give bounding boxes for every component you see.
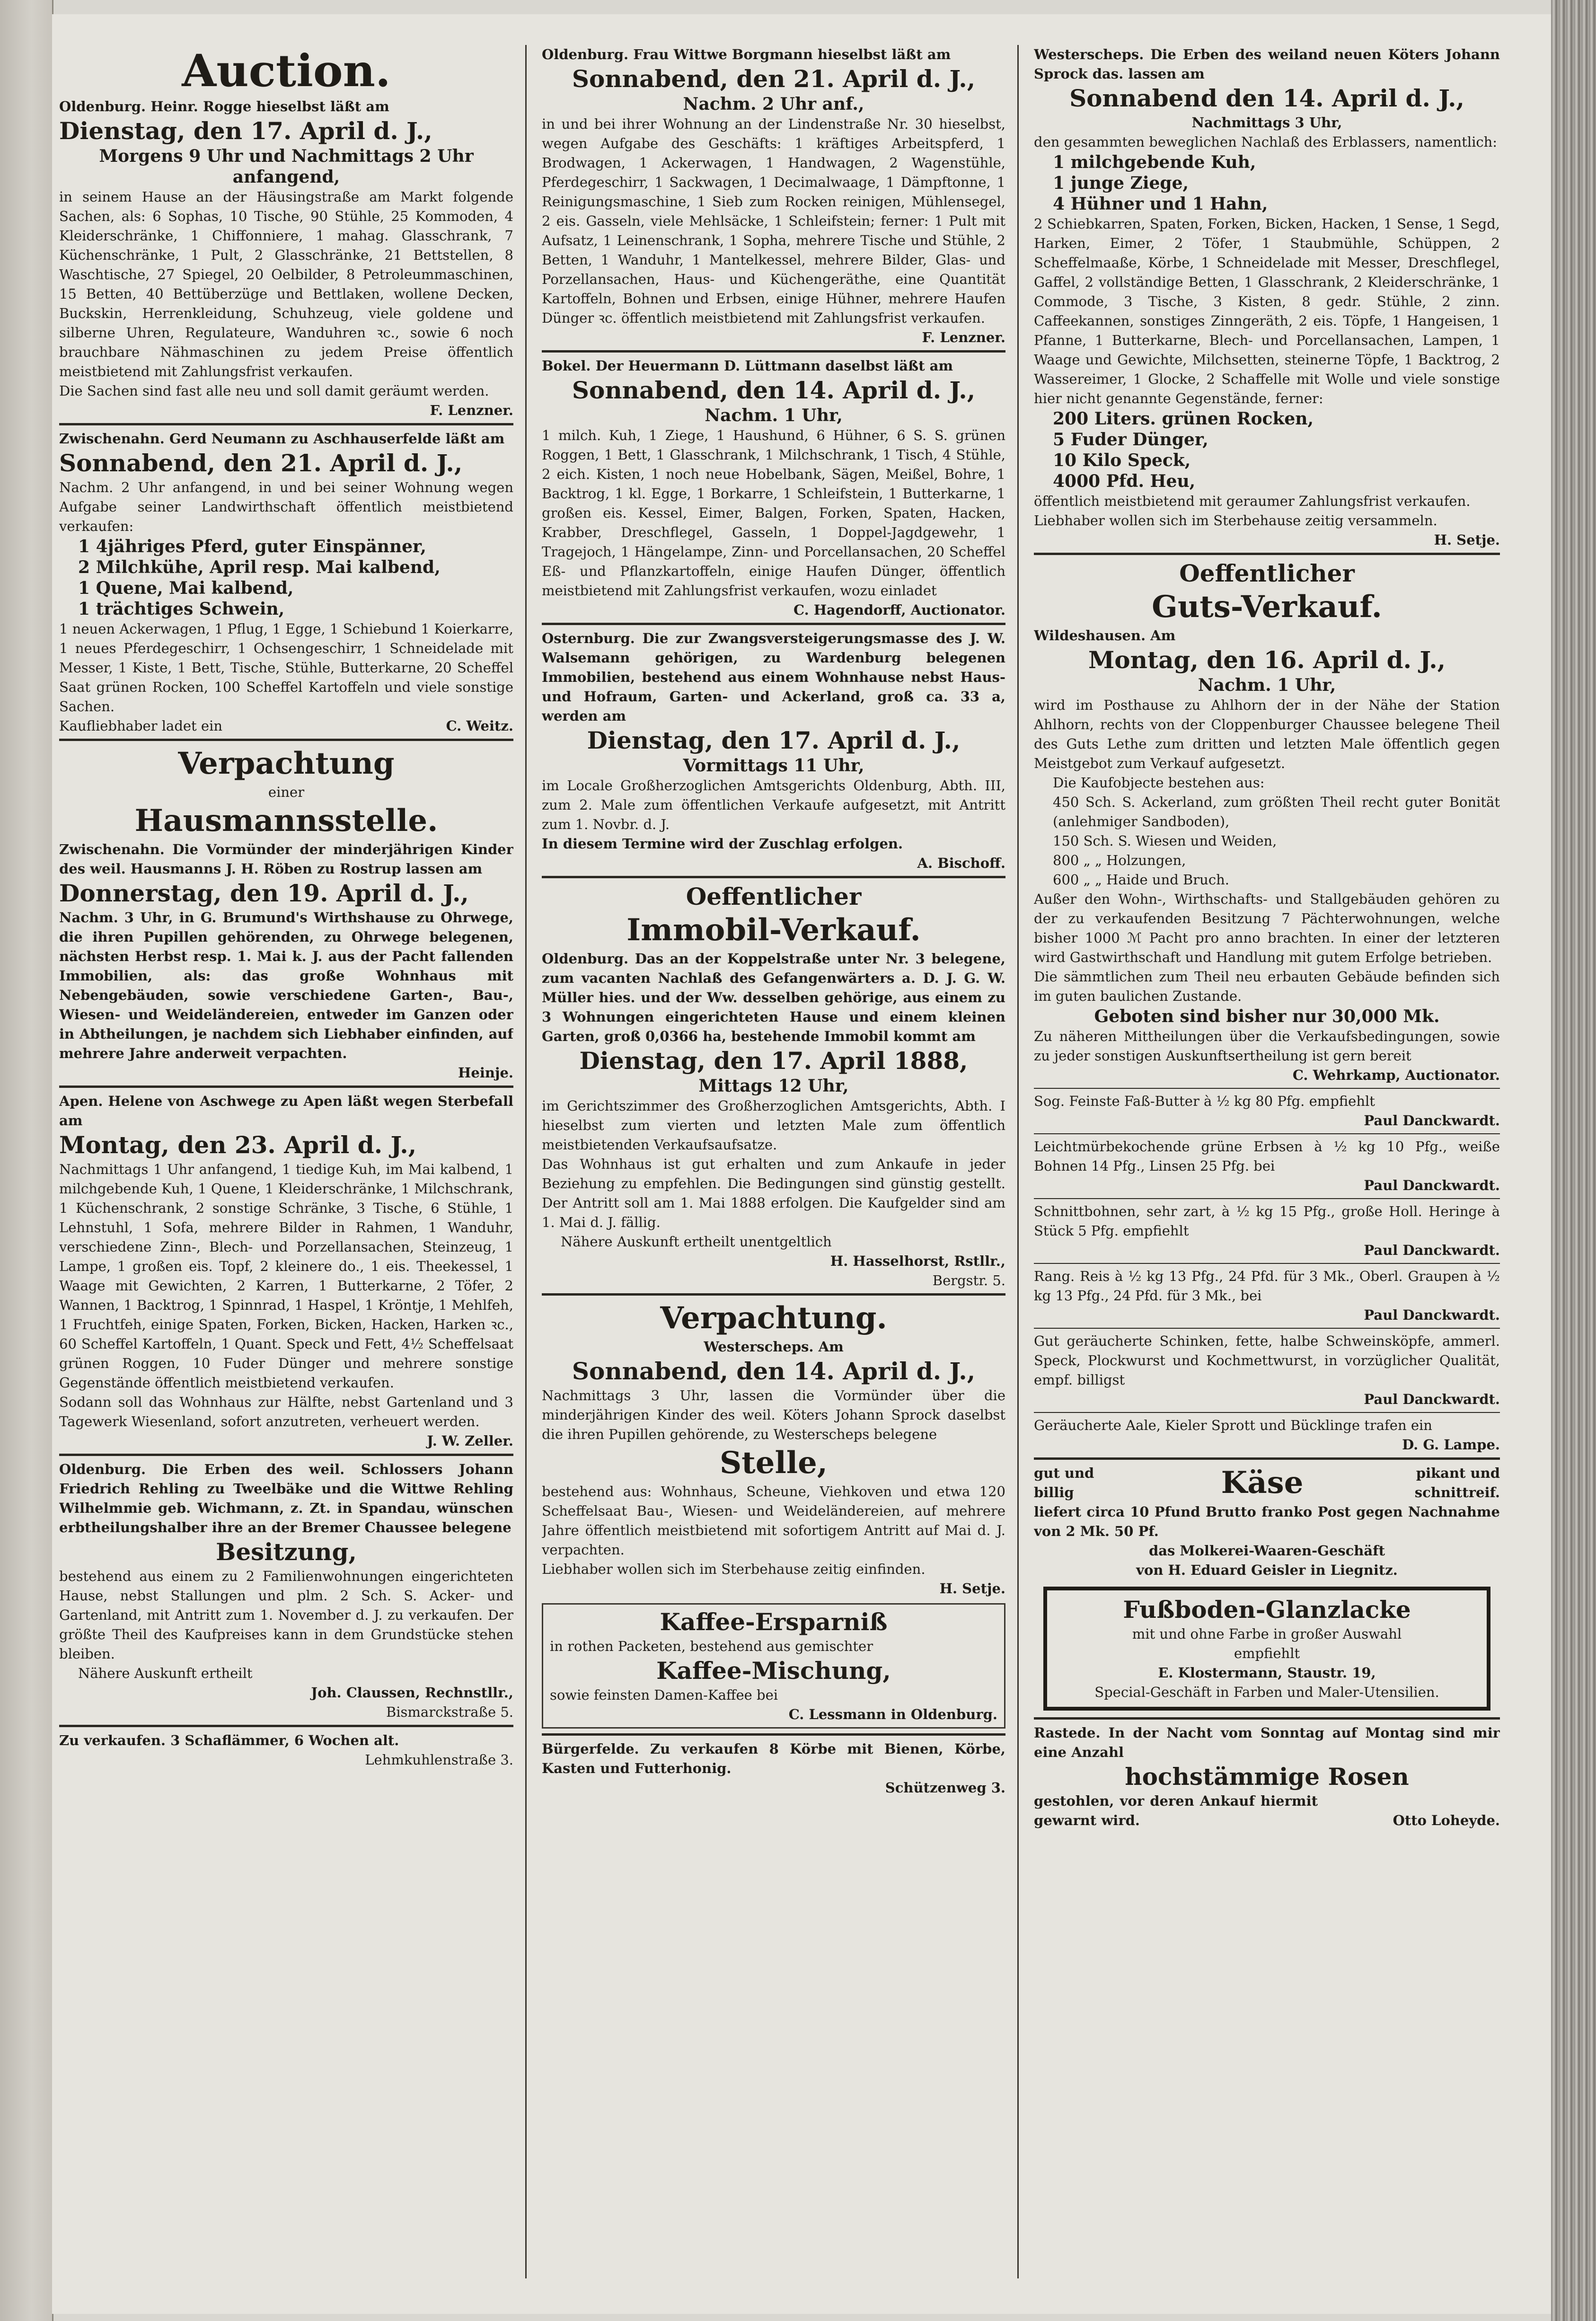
ad-klostermann	[1043, 1587, 1490, 1711]
ad-heading: Stelle,	[719, 1445, 828, 1481]
ad-separator	[542, 350, 1005, 353]
ad-heading: Verpachtung.	[660, 1300, 887, 1336]
ad-time: Mittags 12 Uhr,	[698, 1076, 849, 1096]
ad-body: Nachmittags 1 Uhr anfangend, 1 tiedige Kuh, im Mai kalbend, 1 milchgebende Kuh, 1 Quene, 1 Kleiderschränke, 1 Milchschrank, 1 Küchenschrank, 2 sonstige Schränke, 3 Tische, 6 Stühle, 1 Lehnstuhl, 1 Sofa, mehrere Bilder in Rahmen, 1 Wanduhr, verschiedene Zinn-, Blech- und Porzellansachen, Steinzeug, 1 Lampe, 1 großen eis. Topf, 2 kleinere do., 1 eis. Theekessel, 1 Waage mit Gewichten, 2 Karren, 1 Butterkarne, 2 Töfer, 2 Wannen, 1 Backtrog, 1 Spinnrad, 1 Haspel, 1 Kröntje, 1 Mehlfeh, 1 Fruchtfeh, einige Spaten, Forken, Bicken, Hacken, Harken ꝛc., 60 Scheffel Kartoffeln, 1 Quant. Speck und Fett, 4½ Scheffelsaat grünen Roggen, 10 Fuder Dünger und mehrere sonstige Gegenstände öffentlich meistbietend verkaufen.	[59, 1161, 513, 1391]
ad-separator	[59, 1085, 513, 1088]
ad-place: Wildeshausen. Am	[1034, 627, 1176, 644]
ad-item: 1 junge Ziege,	[1053, 173, 1189, 193]
ad-text: Zu verkaufen. 3 Schaflämmer, 6 Wochen alt.	[59, 1732, 399, 1748]
ad-time: Vormittags 11 Uhr,	[683, 756, 864, 776]
ad-date: Dienstag, den 17. April 1888,	[579, 1047, 968, 1075]
ad-heading: Fußboden-Glanzlacke	[1123, 1596, 1411, 1624]
ad-item: 200 Liters. grünen Rocken,	[1053, 409, 1314, 429]
ad-date: Sonnabend, den 14. April d. J.,	[572, 1357, 976, 1385]
ad-line: das Molkerei-Waaren-Geschäft	[1148, 1543, 1385, 1559]
ad-date: Montag, den 16. April d. J.,	[1088, 646, 1446, 674]
ad-date: Dienstag, den 17. April d. J.,	[59, 117, 432, 145]
ad-text: Geräucherte Aale, Kieler Sprott und Bücklinge trafen ein	[1034, 1417, 1432, 1433]
ad-signature: H. Hasselhorst, Rstllr.,	[830, 1253, 1005, 1269]
ad-signature: H. Setje.	[1434, 532, 1500, 548]
ad-closing: Kaufliebhaber ladet ein	[59, 718, 223, 734]
ad-line: Special-Geschäft in Farben und Maler-Utensilien.	[1094, 1684, 1439, 1700]
ad-signature: C. Lessmann in Oldenburg.	[788, 1706, 997, 1722]
ad-signature: Heinje.	[458, 1065, 513, 1081]
ad-name: E. Klostermann, Staustr. 19,	[1158, 1665, 1376, 1681]
ad-danckwardt-bohnen	[1034, 1202, 1500, 1260]
ad-closing: Liebhaber wollen sich im Sterbehause zeitig versammeln.	[1034, 512, 1437, 529]
ad-body: 1 neuen Ackerwagen, 1 Pflug, 1 Egge, 1 Schiebund 1 Koierkarre, 1 neues Pferdegeschirr, 1 Ochsengeschirr, 1 Schneidelade mit Messer, 1 Kiste, 1 Bett, Tische, Stühle, Butterkarne, 20 Scheffel Saat grünen Rocken, 100 Scheffel Kartoffeln und viele sonstige Sachen.	[59, 621, 513, 715]
ad-bold-note: Geboten sind bisher nur 30,000 Mk.	[1094, 1006, 1440, 1026]
ad-text: Rang. Reis à ½ kg 13 Pfg., 24 Pfd. für 3 Mk., Oberl. Graupen à ½ kg 13 Pfg., 24 Pfd. für 3 Mk., bei	[1034, 1268, 1500, 1304]
ad-text: Rastede. In der Nacht vom Sonntag auf Montag sind mir eine Anzahl	[1034, 1725, 1500, 1760]
ad-heading: Auction.	[182, 45, 391, 97]
ad-kaese	[1034, 1464, 1500, 1580]
ad-line: empfiehlt	[1234, 1645, 1300, 1661]
ad-separator	[542, 876, 1005, 878]
ad-place: Oldenburg. Frau Wittwe Borgmann hieselbst läßt am	[542, 46, 951, 62]
ad-line: in rothen Packeten, bestehend aus gemischter	[550, 1638, 873, 1654]
column-3	[1034, 45, 1500, 2278]
ad-verpachtung-hausmannsstelle	[59, 745, 513, 1083]
ad-kaffee	[542, 1603, 1005, 1729]
ad-body: in und bei ihrer Wohnung an der Lindenstraße Nr. 30 hieselbst, wegen Aufgabe des Geschäfts: 1 kräftiges Arbeitspferd, 1 Brodwagen, 1 Ackerwagen, 1 Handwagen, 2 Wagenstühle, Pferdegeschirr, 1 Sackwagen, 1 Decimalwaage, 1 Dämpftonne, 1 Reinigungsmaschine, 1 Sieb zum Rocken reinigen, Mühlensegel, 2 eis. Gasseln, viele Mehlsäcke, 1 Schleifstein; ferner: 1 Pult mit Aufsatz, 1 Leinenschrank, 1 Sopha, mehrere Tische und Stühle, 2 Betten, 1 Wanduhr, 1 Mantelkessel, mehrere Bilder, Glas- und Porzellansachen, Haus- und Küchengeräthe, eine Quantität Kartoffeln, Bohnen und Erbsen, einige Hühner, mehrere Haufen Dünger ꝛc. öffentlich meistbietend mit Zahlungsfrist verkaufen.	[542, 116, 1005, 326]
ad-body: in seinem Hause an der Häusingstraße am Markt folgende Sachen, als: 6 Sophas, 10 Tische, 90 Stühle, 25 Kommoden, 4 Kleiderschränke, 1 Chiffonniere, 1 mahag. Glasschrank, 7 Küchenschränke, 1 Pult, 2 Glasschränke, 21 Bettstellen, 8 Waschtische, 27 Spiegel, 20 Oelbilder, 8 Petroleummaschinen, 15 Betten, 40 Bettüberzüge und Bettlaken, wollene Decken, Buckskin, Herrenkleidung, Schuhzeug, viele goldene und silberne Uhren, Regulateure, Wanduhren ꝛc., sowie 6 noch brauchbare Nähmaschinen zu jedem Preise öffentlich meistbietend mit Zahlungsfrist verkaufen.	[59, 189, 513, 379]
ad-side-text: pikant und schnittreif.	[1414, 1465, 1500, 1500]
previous-page-edge	[0, 0, 53, 2321]
ad-separator	[542, 1293, 1005, 1296]
ad-body: öffentlich meistbietend mit geraumer Zahlungsfrist verkaufen.	[1034, 493, 1471, 509]
ad-immobil-verkauf	[542, 882, 1005, 1290]
ad-object: 800 „ „ Holzungen,	[1053, 852, 1186, 868]
ad-separator	[1034, 1412, 1500, 1413]
ad-place: Westerscheps. Die Erben des weiland neuen Köters Johann Sprock das. lassen am	[1034, 46, 1500, 82]
ad-place: Bokel. Der Heuermann D. Lüttmann daselbst läßt am	[542, 358, 953, 374]
ad-body: 2 Schiebkarren, Spaten, Forken, Bicken, Hacken, 1 Sense, 1 Segd, Harken, Eimer, 2 Töfer, 1 Staubmühle, Schüppen, 2 Scheffelmaaße, Körbe, 1 Schneidelade mit Messer, Dreschflegel, Gaffel, 2 vollständige Betten, 1 Glasschrank, 2 Kleiderschränke, 1 Commode, 3 Tische, 3 Kisten, 8 gedr. Stühle, 2 zinn. Caffeekannen, sonstiges Zinngeräth, 2 eis. Töpfe, 1 Hangeisen, 1 Pfanne, 1 Butterkarne, Blech- und Porcellansachen, Lampen, 1 Waage und Gewichte, Milchsetten, steinerne Töpfe, 1 Backtrog, 2 Wassereimer, 1 Glocke, 2 Schaffelle mit Wolle und viele sonstige hier nicht genannte Gegenstände, ferner:	[1034, 216, 1500, 406]
ad-closing: Nähere Auskunft ertheilt	[78, 1665, 253, 1681]
ad-date: Sonnabend den 14. April d. J.,	[1069, 84, 1464, 112]
ad-separator	[1034, 1263, 1500, 1264]
ad-separator	[1034, 553, 1500, 555]
ad-text: Sog. Feinste Faß-Butter à ½ kg 80 Pfg. empfiehlt	[1034, 1093, 1375, 1109]
ad-separator	[1034, 1198, 1500, 1199]
ad-danckwardt-reis	[1034, 1267, 1500, 1325]
ad-place: Zwischenahn. Die Vormünder der minderjährigen Kinder des weil. Hausmanns J. H. Röben zu Rostrup lassen am	[59, 841, 513, 877]
ad-westerscheps	[1034, 45, 1500, 550]
ad-signature: Paul Danckwardt.	[1364, 1177, 1500, 1193]
ad-heading: Verpachtung	[178, 746, 395, 781]
ad-text: Leichtmürbekochende grüne Erbsen à ½ kg 10 Pfg., weiße Bohnen 14 Pfg., Linsen 25 Pfg. bei	[1034, 1138, 1500, 1174]
ad-separator	[1034, 1717, 1500, 1720]
ad-separator	[59, 423, 513, 425]
ad-body: wird im Posthause zu Ahlhorn der in der Nähe der Station Ahlhorn, rechts von der Cloppenburger Chaussee belegene Theil des Guts Lethe zum dritten und letzten Male öffentlich gegen Meistgebot zum Verkauf aufgesetzt.	[1034, 697, 1500, 771]
ad-body: gestohlen, vor deren Ankauf hiermit gewarnt wird.	[1034, 1793, 1318, 1828]
ad-time: Morgens 9 Uhr und Nachmittags 2 Uhr anfangend,	[99, 146, 474, 187]
ad-time: Nachm. 1 Uhr,	[705, 406, 843, 425]
ad-body: Das Wohnhaus ist gut erhalten und zum Ankaufe in jeder Beziehung zu empfehlen. Die Bedingungen sind günstig gestellt. Der Antritt soll am 1. Mai 1888 erfolgen. Die Kaufgelder sind am 1. Mai d. J. fällig.	[542, 1156, 1005, 1230]
ad-signature: A. Bischoff.	[917, 855, 1005, 871]
ad-place: Oldenburg. Das an der Koppelstraße unter Nr. 3 belegene, zum vacanten Nachlaß des Gefangenwärters a. D. J. G. W. Müller hies. und der Ww. desselben gehörige, aus einem zu 3 Wohnungen eingerichteten Hause und einem kleinen Garten, groß 0,0366 ha, bestehende Immobil kommt am	[542, 951, 1005, 1044]
ad-rosen	[1034, 1723, 1500, 1830]
ad-date: Sonnabend, den 21. April d. J.,	[572, 65, 976, 93]
ad-separator	[542, 623, 1005, 625]
ad-signature: von H. Eduard Geisler in Liegnitz.	[1136, 1562, 1398, 1578]
ad-address: Bismarckstraße 5.	[386, 1704, 513, 1720]
ad-address: Lehmkuhlenstraße 3.	[365, 1752, 513, 1768]
ad-object: 600 „ „ Haide und Bruch.	[1053, 872, 1229, 888]
ad-signature: F. Lenzner.	[922, 329, 1005, 345]
ad-signature: H. Setje.	[939, 1580, 1005, 1597]
ad-place: Zwischenahn. Gerd Neumann zu Aschhauserfelde läßt am	[59, 431, 505, 447]
ad-separator	[59, 1454, 513, 1456]
ad-body: Außer den Wohn-, Wirthschafts- und Stallgebäuden gehören zu der zu verkaufenden Besitzung 7 Pächterwohnungen, welche bisher 1000 ℳ Pacht pro anno brachten. In einer der letzteren wird Gastwirthschaft und Handlung mit gutem Erfolge betrieben.	[1034, 891, 1500, 965]
ad-bold-note: In diesem Termine wird der Zuschlag erfolgen.	[542, 836, 903, 852]
ad-luettmann	[542, 356, 1005, 620]
ad-item: 1 Quene, Mai kalbend,	[78, 578, 294, 598]
ad-signature: C. Wehrkamp, Auctionator.	[1292, 1067, 1500, 1083]
ad-signature: Paul Danckwardt.	[1364, 1242, 1500, 1258]
ad-item: 4000 Pfd. Heu,	[1053, 471, 1196, 491]
ad-place: Osternburg. Die zur Zwangsversteigerungsmasse des J. W. Walsemann gehörigen, zu Wardenburg belegenen Immobilien, bestehend aus einem Wohnhause nebst Haus- und Hofraum, Garten- und Ackerland, groß ca. 33 a, werden am	[542, 630, 1005, 724]
ad-body: bestehend aus: Wohnhaus, Scheune, Viehkoven und etwa 120 Scheffelsaat Bau-, Wiesen- und Weideländereien, auf mehrere Jahre öffentlich meistbietend mit sofortigem Antritt auf Mai d. J. verpachten.	[542, 1483, 1005, 1558]
ad-body: bestehend aus einem zu 2 Familienwohnungen eingerichteten Hause, nebst Stallungen und plm. 2 Sch. S. Acker- und Gartenland, mit Antritt zum 1. November d. J. zu verkaufen. Der größte Theil des Kaufpreises kann in dem Grundstücke stehen bleiben.	[59, 1568, 513, 1662]
ad-body: Die sämmtlichen zum Theil neu erbauten Gebäude befinden sich im guten baulichen Zustande.	[1034, 969, 1500, 1004]
ad-signature: Joh. Claussen, Rechnstllr.,	[311, 1685, 513, 1701]
ad-heading: Immobil-Verkauf.	[626, 912, 921, 948]
ad-item: 1 4jähriges Pferd, guter Einspänner,	[78, 537, 426, 556]
ad-body: liefert circa 10 Pfund Brutto franko Post gegen Nachnahme von 2 Mk. 50 Pf.	[1034, 1504, 1500, 1539]
ad-object: 450 Sch. S. Ackerland, zum größten Theil recht guter Bonität (anlehmiger Sandboden),	[1053, 794, 1500, 830]
ad-date: Sonnabend, den 14. April d. J.,	[572, 376, 976, 404]
ad-note: Die Sachen sind fast alle neu und soll damit geräumt werden.	[59, 383, 489, 399]
column-divider	[525, 45, 527, 2278]
ad-auction	[59, 45, 513, 420]
ad-text: Schnittbohnen, sehr zart, à ½ kg 15 Pfg., große Holl. Heringe à Stück 5 Pfg. empfiehlt	[1034, 1203, 1500, 1239]
ad-date: Donnerstag, den 19. April d. J.,	[59, 879, 469, 907]
ad-separator	[1034, 1133, 1500, 1134]
ad-heading-small: Oeffentlicher	[686, 883, 862, 910]
ad-heading: Kaffee-Ersparniß	[660, 1608, 888, 1636]
ad-danckwardt-butter	[1034, 1092, 1500, 1130]
ad-side-text: gut und billig	[1034, 1465, 1094, 1500]
ad-item: 5 Fuder Dünger,	[1053, 430, 1208, 450]
ad-line: sowie feinsten Damen-Kaffee bei	[550, 1687, 778, 1703]
ad-line: mit und ohne Farbe in großer Auswahl	[1132, 1626, 1402, 1642]
column-divider	[1017, 45, 1019, 2278]
ad-heading-small: Oeffentlicher	[1179, 559, 1355, 587]
ad-signature: Paul Danckwardt.	[1364, 1112, 1500, 1129]
ad-item: 1 milchgebende Kuh,	[1053, 152, 1256, 172]
ad-item: 4 Hühner und 1 Hahn,	[1053, 194, 1268, 214]
ad-separator	[1034, 1457, 1500, 1460]
ad-text: Bürgerfelde. Zu verkaufen 8 Körbe mit Bienen, Körbe, Kasten und Futterhonig.	[542, 1741, 1005, 1776]
ad-place: Westerscheps. Am	[704, 1339, 844, 1355]
ad-walsemann	[542, 629, 1005, 873]
book-edge	[1551, 0, 1596, 2321]
ad-place: Oldenburg. Die Erben des weil. Schlossers Johann Friedrich Rehling zu Tweelbäke und die Wittwe Rehling Wilhelmmie geb. Wichmann, z. Zt. in Spandau, wünschen erbtheilungshalber ihre an der Bremer Chaussee belegene	[59, 1461, 513, 1536]
ad-address: Bergstr. 5.	[932, 1272, 1005, 1288]
ad-closing: Liebhaber wollen sich im Sterbehause zeitig einfinden.	[542, 1561, 926, 1577]
ad-heading: Guts-Verkauf.	[1152, 589, 1382, 625]
ad-guts-verkauf	[1034, 559, 1500, 1085]
ad-intro: Nachm. 2 Uhr anfangend, in und bei seiner Wohnung wegen Aufgabe seiner Landwirthschaft öffentlich meistbietend verkaufen:	[59, 479, 513, 534]
ad-heading-small: einer	[268, 784, 305, 800]
ad-heading: Kaffee-Mischung,	[656, 1657, 891, 1685]
ad-time: Nachmittags 3 Uhr,	[1191, 115, 1342, 131]
column-1	[59, 45, 513, 2278]
ad-time: Nachm. 1 Uhr,	[1198, 675, 1336, 695]
ad-separator	[1034, 1088, 1500, 1089]
ad-body: Nachm. 3 Uhr, in G. Brumund's Wirthshause zu Ohrwege, die ihren Pupillen gehörenden, zu Ohrwege belegenen, nächsten Herbst resp. 1. Mai k. J. aus der Pacht fallenden Immobilien, als: das große Wohnhaus mit Nebengebäuden, sowie verschiedene Garten-, Bau-, Wiesen- und Weideländereien, entweder im Ganzen oder in Abtheilungen, je nachdem sich Liebhaber einfinden, auf mehrere Jahre anderweit verpachten.	[59, 909, 513, 1061]
ad-schaflaemmer	[59, 1731, 513, 1770]
ad-signature: F. Lenzner.	[430, 402, 513, 418]
ad-signature: J. W. Zeller.	[427, 1433, 513, 1449]
ad-item: 2 Milchkühe, April resp. Mai kalbend,	[78, 557, 441, 577]
ad-date: Sonnabend, den 21. April d. J.,	[59, 449, 463, 477]
ad-signature: Otto Loheyde.	[1393, 1812, 1500, 1828]
ad-body: 1 milch. Kuh, 1 Ziege, 1 Haushund, 6 Hühner, 6 S. S. grünen Roggen, 1 Bett, 1 Glasschrank, 1 Milchschrank, 1 Tisch, 4 Stühle, 2 eich. Kisten, 1 noch neue Hobelbank, Sägen, Meißel, Bohre, 1 Backtrog, 1 kl. Egge, 1 Borkarre, 1 Schleifstein, 1 Butterkarne, 1 großen eis. Kessel, Eimer, Balgen, Forken, Spaten, Hacken, Krabber, Dreschflegel, Gasseln, 1 Doppel-Jagdgewehr, 1 Tragejoch, 1 Hängelampe, Zinn- und Porcellansachen, 20 Scheffel Eß- und Pflanzkartoffeln, einige Haufen Dünger, öffentlich meistbietend mit Zahlungsfrist verkaufen, wozu einladet	[542, 427, 1005, 599]
ad-verpachtung-stelle	[542, 1299, 1005, 1598]
ad-closing: Nähere Auskunft ertheilt unentgeltlich	[561, 1234, 832, 1250]
ad-item: 1 trächtiges Schwein,	[78, 599, 285, 619]
ad-body: Nachmittags 3 Uhr, lassen die Vormünder über die minderjährigen Kinder des weil. Köters Johann Sprock daselbst die ihren Pupillen gehörende, zu Westerscheps belegene	[542, 1387, 1005, 1442]
ad-signature: C. Weitz.	[446, 718, 513, 734]
ad-place: Oldenburg. Heinr. Rogge hieselbst läßt am	[59, 98, 389, 115]
ad-heading: Hausmannsstelle.	[134, 803, 438, 838]
ad-body: Zu näheren Mittheilungen über die Verkaufsbedingungen, sowie zu jeder sonstigen Auskunftsertheilung ist gern bereit	[1034, 1028, 1500, 1064]
ad-address: Schützenweg 3.	[885, 1780, 1005, 1796]
ad-rehling	[59, 1460, 513, 1722]
ad-separator	[1034, 1328, 1500, 1329]
ad-borgmann	[542, 45, 1005, 347]
column-2	[542, 45, 1005, 2278]
ad-signature: D. G. Lampe.	[1402, 1437, 1500, 1453]
ad-lampe	[1034, 1416, 1500, 1455]
ad-intro: den gesammten beweglichen Nachlaß des Erblassers, namentlich:	[1034, 134, 1498, 150]
ad-text: Gut geräucherte Schinken, fette, halbe Schweinsköpfe, ammerl. Speck, Plockwurst und Kochmettwurst, in vorzüglicher Qualität, empf. billigst	[1034, 1333, 1500, 1388]
ad-objects-intro: Die Kaufobjecte bestehen aus:	[1053, 775, 1265, 791]
ad-signature: Paul Danckwardt.	[1364, 1391, 1500, 1407]
ad-object: 150 Sch. S. Wiesen und Weiden,	[1053, 833, 1277, 849]
ad-apen	[59, 1092, 513, 1451]
ad-heading: Besitzung,	[216, 1538, 357, 1566]
ad-separator	[59, 1725, 513, 1727]
ad-neumann	[59, 429, 513, 736]
ad-danckwardt-erbsen	[1034, 1137, 1500, 1195]
ad-heading: Käse	[1221, 1465, 1304, 1500]
ad-bienen	[542, 1739, 1005, 1798]
ad-body: im Gerichtszimmer des Großherzoglichen Amtsgerichts, Abth. I hieselbst zum vierten und letzten Male zum öffentlich meistbietenden Verkaufsaufsatze.	[542, 1098, 1005, 1153]
ad-body: im Locale Großherzoglichen Amtsgerichts Oldenburg, Abth. III, zum 2. Male zum öffentlichen Verkaufe aufgesetzt, mit Antritt zum 1. Novbr. d. J.	[542, 777, 1005, 832]
ad-signature: C. Hagendorff, Auctionator.	[794, 602, 1005, 618]
ad-heading: hochstämmige Rosen	[1125, 1763, 1409, 1791]
ad-date: Montag, den 23. April d. J.,	[59, 1131, 417, 1159]
ad-separator	[542, 1733, 1005, 1736]
ad-item: 10 Kilo Speck,	[1053, 450, 1191, 470]
ad-signature: Paul Danckwardt.	[1364, 1307, 1500, 1323]
ad-date: Dienstag, den 17. April d. J.,	[587, 726, 961, 754]
ad-danckwardt-schinken	[1034, 1332, 1500, 1409]
ad-separator	[59, 739, 513, 741]
ad-body: Sodann soll das Wohnhaus zur Hälfte, nebst Gartenland und 3 Tagewerk Wiesenland, sofort anzutreten, verheuert werden.	[59, 1394, 513, 1430]
ad-time: Nachm. 2 Uhr anf.,	[683, 94, 864, 114]
ad-place: Apen. Helene von Aschwege zu Apen läßt wegen Sterbefall am	[59, 1093, 513, 1129]
